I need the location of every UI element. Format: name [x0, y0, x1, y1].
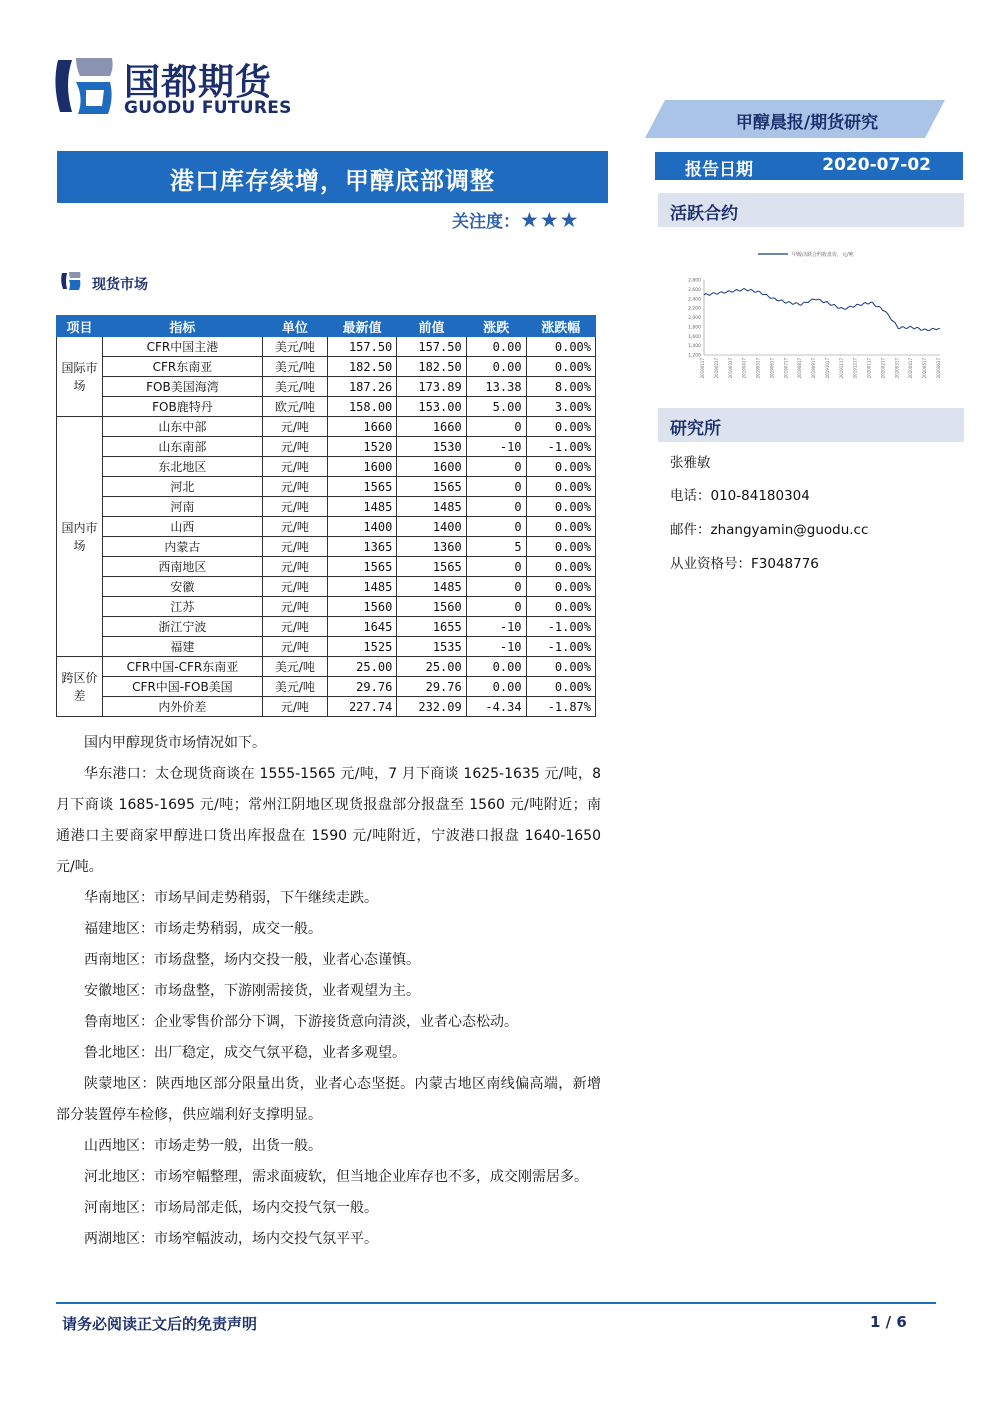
change-pct-cell: 0.00%: [526, 497, 595, 517]
x-tick-label: 20190917: [811, 358, 817, 379]
change-pct-cell: 0.00%: [526, 477, 595, 497]
previous-value-cell: 173.89: [397, 377, 466, 397]
change-cell: 0.00: [466, 337, 526, 357]
chart-canvas: [670, 240, 950, 410]
commentary-paragraph: 鲁南地区：企业零售价部分下调，下游接货意向清淡，业者心态松动。: [84, 1014, 518, 1030]
y-tick-label: 1,200: [688, 353, 701, 359]
x-tick-label: 20190417: [741, 358, 747, 379]
col-header: 最新值: [327, 316, 396, 337]
unit-cell: 元/吨: [262, 577, 327, 597]
change-cell: -10: [466, 637, 526, 657]
change-cell: 13.38: [466, 377, 526, 397]
indicator-cell: FOB鹿特丹: [103, 397, 263, 417]
y-tick-label: 1,800: [688, 325, 701, 331]
latest-value-cell: 158.00: [327, 397, 396, 417]
x-tick-label: 20200217: [880, 358, 886, 379]
col-header: 项目: [57, 316, 103, 337]
commentary-paragraph: 华南地区：市场早间走势稍弱，下午继续走跌。: [84, 890, 378, 906]
analyst-phone: 电话：010-84180304: [670, 488, 810, 504]
unit-cell: 美元/吨: [262, 657, 327, 677]
x-tick-label: 20190317: [727, 358, 733, 379]
table-row: [57, 497, 596, 517]
indicator-cell: 福建: [103, 637, 263, 657]
report-date-bar: [655, 152, 963, 180]
report-type-label: 甲醇晨报/期货研究: [735, 113, 879, 133]
table-row: [57, 417, 596, 437]
commentary-paragraph: 河北地区：市场窄幅整理，需求面疲软，但当地企业库存也不多，成交刚需居多。: [84, 1169, 588, 1185]
x-tick-label: 20190517: [755, 358, 761, 379]
indicator-cell: CFR中国-CFR东南亚: [103, 657, 263, 677]
latest-value-cell: 227.74: [327, 697, 396, 717]
change-pct-cell: 0.00%: [526, 597, 595, 617]
unit-cell: 美元/吨: [262, 357, 327, 377]
commentary-paragraph: 山西地区：市场走势一般，出货一般。: [84, 1138, 322, 1154]
commentary-paragraph: 两湖地区：市场窄幅波动，场内交投气氛平平。: [84, 1231, 378, 1247]
change-cell: 0.00: [466, 677, 526, 697]
y-tick-label: 2,200: [688, 306, 701, 312]
change-cell: 0.00: [466, 657, 526, 677]
group-label: 国际市场: [57, 337, 103, 417]
table-row: [57, 657, 596, 677]
change-pct-cell: 0.00%: [526, 677, 595, 697]
institute-heading: 研究所: [658, 408, 964, 442]
indicator-cell: CFR中国主港: [103, 337, 263, 357]
legend-label: 甲醇活跃合约收盘价，元/吨: [792, 252, 854, 258]
table-row: [57, 357, 596, 377]
commentary-paragraph: 河南地区：市场局部走低，场内交投气氛一般。: [84, 1200, 378, 1216]
latest-value-cell: 1485: [327, 577, 396, 597]
indicator-cell: 河北: [103, 477, 263, 497]
series-line: [704, 289, 940, 331]
table-row: [57, 437, 596, 457]
latest-value-cell: 1565: [327, 477, 396, 497]
change-cell: 5.00: [466, 397, 526, 417]
latest-value-cell: 157.50: [327, 337, 396, 357]
indicator-cell: FOB美国海湾: [103, 377, 263, 397]
focus-label: 关注度：: [452, 212, 520, 232]
commentary-paragraph: 鲁北地区：出厂稳定，成交气氛平稳，业者多观望。: [84, 1045, 406, 1061]
change-cell: 0: [466, 477, 526, 497]
spot-market-table: [56, 315, 596, 717]
previous-value-cell: 29.76: [397, 677, 466, 697]
commentary-paragraph: 福建地区：市场走势稍弱，成交一般。: [84, 921, 322, 937]
x-tick-label: 20190617: [769, 358, 775, 379]
unit-cell: 元/吨: [262, 437, 327, 457]
change-cell: 0.00: [466, 357, 526, 377]
latest-value-cell: 1560: [327, 597, 396, 617]
latest-value-cell: 187.26: [327, 377, 396, 397]
change-pct-cell: 8.00%: [526, 377, 595, 397]
indicator-cell: CFR中国-FOB美国: [103, 677, 263, 697]
unit-cell: 元/吨: [262, 517, 327, 537]
x-tick-label: 20190717: [783, 358, 789, 379]
latest-value-cell: 1400: [327, 517, 396, 537]
col-header: 涨跌幅: [526, 316, 595, 337]
change-cell: 0: [466, 557, 526, 577]
change-pct-cell: 0.00%: [526, 457, 595, 477]
unit-cell: 元/吨: [262, 637, 327, 657]
indicator-cell: 河南: [103, 497, 263, 517]
table-row: [57, 397, 596, 417]
change-cell: -10: [466, 437, 526, 457]
col-header: 涨跌: [466, 316, 526, 337]
indicator-cell: 浙江宁波: [103, 617, 263, 637]
x-tick-label: 20200517: [922, 358, 928, 379]
unit-cell: 元/吨: [262, 597, 327, 617]
indicator-cell: 内蒙古: [103, 537, 263, 557]
report-date-value: 2020-07-02: [822, 155, 931, 175]
y-tick-label: 2,000: [688, 316, 701, 321]
change-pct-cell: -1.00%: [526, 437, 595, 457]
indicator-cell: 东北地区: [103, 457, 263, 477]
logo-english-name: GUODU FUTURES: [124, 98, 292, 118]
change-pct-cell: -1.87%: [526, 697, 595, 717]
change-cell: 0: [466, 517, 526, 537]
previous-value-cell: 1560: [397, 597, 466, 617]
indicator-cell: 安徽: [103, 577, 263, 597]
y-tick-label: 2,800: [688, 278, 701, 284]
previous-value-cell: 1530: [397, 437, 466, 457]
latest-value-cell: 1660: [327, 417, 396, 437]
previous-value-cell: 182.50: [397, 357, 466, 377]
market-commentary: [56, 728, 601, 1255]
indicator-cell: 内外价差: [103, 697, 263, 717]
section-title-text: 现货市场: [92, 277, 148, 293]
col-header: 单位: [262, 316, 327, 337]
change-cell: 0: [466, 497, 526, 517]
group-label: 国内市场: [57, 417, 103, 657]
indicator-cell: 山东南部: [103, 437, 263, 457]
unit-cell: 元/吨: [262, 477, 327, 497]
footer-divider: [56, 1302, 936, 1304]
disclaimer-notice: 请务必阅读正文后的免责声明: [62, 1315, 258, 1333]
group-label: 跨区价差: [57, 657, 103, 717]
x-tick-label: 20190217: [713, 358, 719, 379]
x-tick-label: 20191117: [838, 358, 844, 379]
report-date-label: 报告日期: [685, 160, 753, 180]
change-cell: 0: [466, 417, 526, 437]
previous-value-cell: 1660: [397, 417, 466, 437]
latest-value-cell: 1485: [327, 497, 396, 517]
commentary-paragraph: 陕蒙地区：陕西地区部分限量出货，业者心态坚挺。内蒙古地区南线偏高端，新增部分装置停车检修，供应端利好支撑明显。: [56, 1076, 601, 1123]
change-cell: 0: [466, 457, 526, 477]
change-cell: 0: [466, 597, 526, 617]
report-type-banner: [645, 100, 945, 138]
change-cell: 0: [466, 577, 526, 597]
x-tick-label: 20200317: [894, 358, 900, 379]
change-pct-cell: 0.00%: [526, 657, 595, 677]
previous-value-cell: 232.09: [397, 697, 466, 717]
x-tick-label: 20200417: [908, 358, 914, 379]
logo-chinese-name: 国都期货: [124, 62, 273, 103]
x-tick-label: 20200117: [866, 358, 872, 379]
x-tick-label: 20190817: [797, 358, 803, 379]
previous-value-cell: 1535: [397, 637, 466, 657]
unit-cell: 元/吨: [262, 557, 327, 577]
unit-cell: 元/吨: [262, 617, 327, 637]
table-row: [57, 517, 596, 537]
active-contract-chart: [670, 240, 950, 410]
x-tick-label: 20200617: [936, 358, 941, 379]
section-logo-icon: [60, 271, 82, 291]
previous-value-cell: 153.00: [397, 397, 466, 417]
unit-cell: 美元/吨: [262, 677, 327, 697]
previous-value-cell: 1565: [397, 477, 466, 497]
commentary-paragraph: 安徽地区：市场盘整，下游刚需接货，业者观望为主。: [84, 983, 420, 999]
table-row: [57, 477, 596, 497]
commentary-paragraph: 华东港口：太仓现货商谈在 1555-1565 元/吨，7 月下商谈 1625-1635 元/吨，8 月下商谈 1685-1695 元/吨；常州江阴地区现货报盘部分报盘至 1560 元/吨附近；南通港口主要商家甲醇进口货出库报盘在 1590 元/吨附近，宁波港口报盘 1640-1650 元/吨。: [56, 766, 601, 875]
table-row: [57, 557, 596, 577]
unit-cell: 元/吨: [262, 537, 327, 557]
x-tick-label: 20190117: [700, 358, 705, 379]
change-pct-cell: 0.00%: [526, 577, 595, 597]
unit-cell: 美元/吨: [262, 377, 327, 397]
previous-value-cell: 1400: [397, 517, 466, 537]
latest-value-cell: 182.50: [327, 357, 396, 377]
change-pct-cell: -1.00%: [526, 637, 595, 657]
change-cell: -10: [466, 617, 526, 637]
unit-cell: 元/吨: [262, 457, 327, 477]
unit-cell: 元/吨: [262, 417, 327, 437]
analyst-license: 从业资格号：F3048776: [670, 556, 819, 572]
change-pct-cell: 0.00%: [526, 537, 595, 557]
previous-value-cell: 1485: [397, 497, 466, 517]
previous-value-cell: 1600: [397, 457, 466, 477]
change-pct-cell: -1.00%: [526, 617, 595, 637]
col-header: 指标: [103, 316, 263, 337]
latest-value-cell: 1565: [327, 557, 396, 577]
change-cell: -4.34: [466, 697, 526, 717]
table-row: [57, 697, 596, 717]
y-tick-label: 2,600: [688, 287, 701, 293]
table-row: [57, 597, 596, 617]
report-title: 港口库存续增，甲醇底部调整: [57, 151, 608, 203]
y-tick-label: 2,400: [688, 297, 701, 303]
latest-value-cell: 29.76: [327, 677, 396, 697]
analyst-name: 张雅敏: [670, 455, 711, 471]
company-logo: [48, 50, 298, 120]
unit-cell: 元/吨: [262, 697, 327, 717]
table-row: [57, 677, 596, 697]
previous-value-cell: 25.00: [397, 657, 466, 677]
table-header-row: [57, 316, 596, 337]
x-tick-label: 20191017: [824, 358, 830, 379]
table-row: [57, 637, 596, 657]
indicator-cell: 西南地区: [103, 557, 263, 577]
indicator-cell: 江苏: [103, 597, 263, 617]
commentary-paragraph: 国内甲醇现货市场情况如下。: [84, 735, 266, 751]
latest-value-cell: 1365: [327, 537, 396, 557]
star-rating-icon: ★★★: [520, 208, 580, 232]
analyst-email: 邮件：zhangyamin@guodu.cc: [670, 522, 869, 538]
table-row: [57, 377, 596, 397]
table-row: [57, 537, 596, 557]
change-pct-cell: 0.00%: [526, 517, 595, 537]
previous-value-cell: 1485: [397, 577, 466, 597]
latest-value-cell: 1525: [327, 637, 396, 657]
latest-value-cell: 1645: [327, 617, 396, 637]
active-contract-heading: 活跃合约: [658, 193, 964, 227]
table-row: [57, 617, 596, 637]
change-pct-cell: 0.00%: [526, 557, 595, 577]
previous-value-cell: 1360: [397, 537, 466, 557]
change-pct-cell: 0.00%: [526, 337, 595, 357]
change-pct-cell: 0.00%: [526, 357, 595, 377]
previous-value-cell: 1565: [397, 557, 466, 577]
x-tick-label: 20191217: [852, 358, 858, 379]
change-pct-cell: 0.00%: [526, 417, 595, 437]
focus-rating: [452, 207, 579, 232]
table-row: [57, 337, 596, 357]
commentary-paragraph: 西南地区：市场盘整，场内交投一般，业者心态谨慎。: [84, 952, 420, 968]
guodu-logo-icon: [50, 54, 116, 118]
previous-value-cell: 1655: [397, 617, 466, 637]
change-cell: 5: [466, 537, 526, 557]
indicator-cell: 山西: [103, 517, 263, 537]
latest-value-cell: 25.00: [327, 657, 396, 677]
latest-value-cell: 1600: [327, 457, 396, 477]
page-number: 1 / 6: [870, 1313, 907, 1331]
table-row: [57, 577, 596, 597]
unit-cell: 元/吨: [262, 497, 327, 517]
y-tick-label: 1,600: [688, 334, 701, 340]
y-tick-label: 1,400: [688, 344, 701, 350]
indicator-cell: CFR东南亚: [103, 357, 263, 377]
unit-cell: 美元/吨: [262, 337, 327, 357]
col-header: 前值: [397, 316, 466, 337]
indicator-cell: 山东中部: [103, 417, 263, 437]
unit-cell: 欧元/吨: [262, 397, 327, 417]
table-row: [57, 457, 596, 477]
previous-value-cell: 157.50: [397, 337, 466, 357]
latest-value-cell: 1520: [327, 437, 396, 457]
change-pct-cell: 3.00%: [526, 397, 595, 417]
